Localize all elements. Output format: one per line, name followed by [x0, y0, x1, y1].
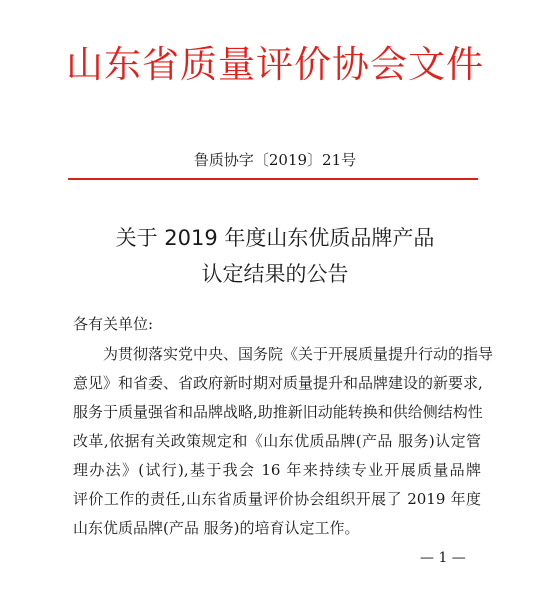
body-line: 山东优质品牌(产品 服务)的培育认定工作。 [73, 519, 360, 537]
body-paragraph [73, 340, 494, 543]
body-line: 服务于质量强省和品牌战略,助推新旧动能转换和供给侧结构性 [73, 403, 483, 421]
salutation: 各有关单位: [73, 315, 154, 333]
announcement-title-line-1: 关于 2019 年度山东优质品牌产品 [115, 226, 435, 250]
page-number: — 1 — [420, 550, 466, 566]
body-line: 为贯彻落实党中央、国务院《关于开展质量提升行动的指导 [103, 345, 494, 363]
body-line: 改革,依据有关政策规定和《山东优质品牌(产品 服务)认定管 [73, 432, 481, 450]
body-line: 理办法》(试行),基于我会 16 年来持续专业开展质量品牌 [73, 461, 481, 479]
announcement-title-line-2: 认定结果的公告 [201, 262, 349, 286]
body-line: 意见》和省委、省政府新时期对质量提升和品牌建设的新要求, [73, 374, 483, 392]
body-line: 评价工作的责任,山东省质量评价协会组织开展了 2019 年度 [73, 490, 481, 508]
org-masthead-title: 山东省质量评价协会文件 [66, 43, 484, 86]
red-divider-rule [68, 178, 478, 180]
document-number: 鲁质协字〔2019〕21号 [193, 151, 357, 169]
